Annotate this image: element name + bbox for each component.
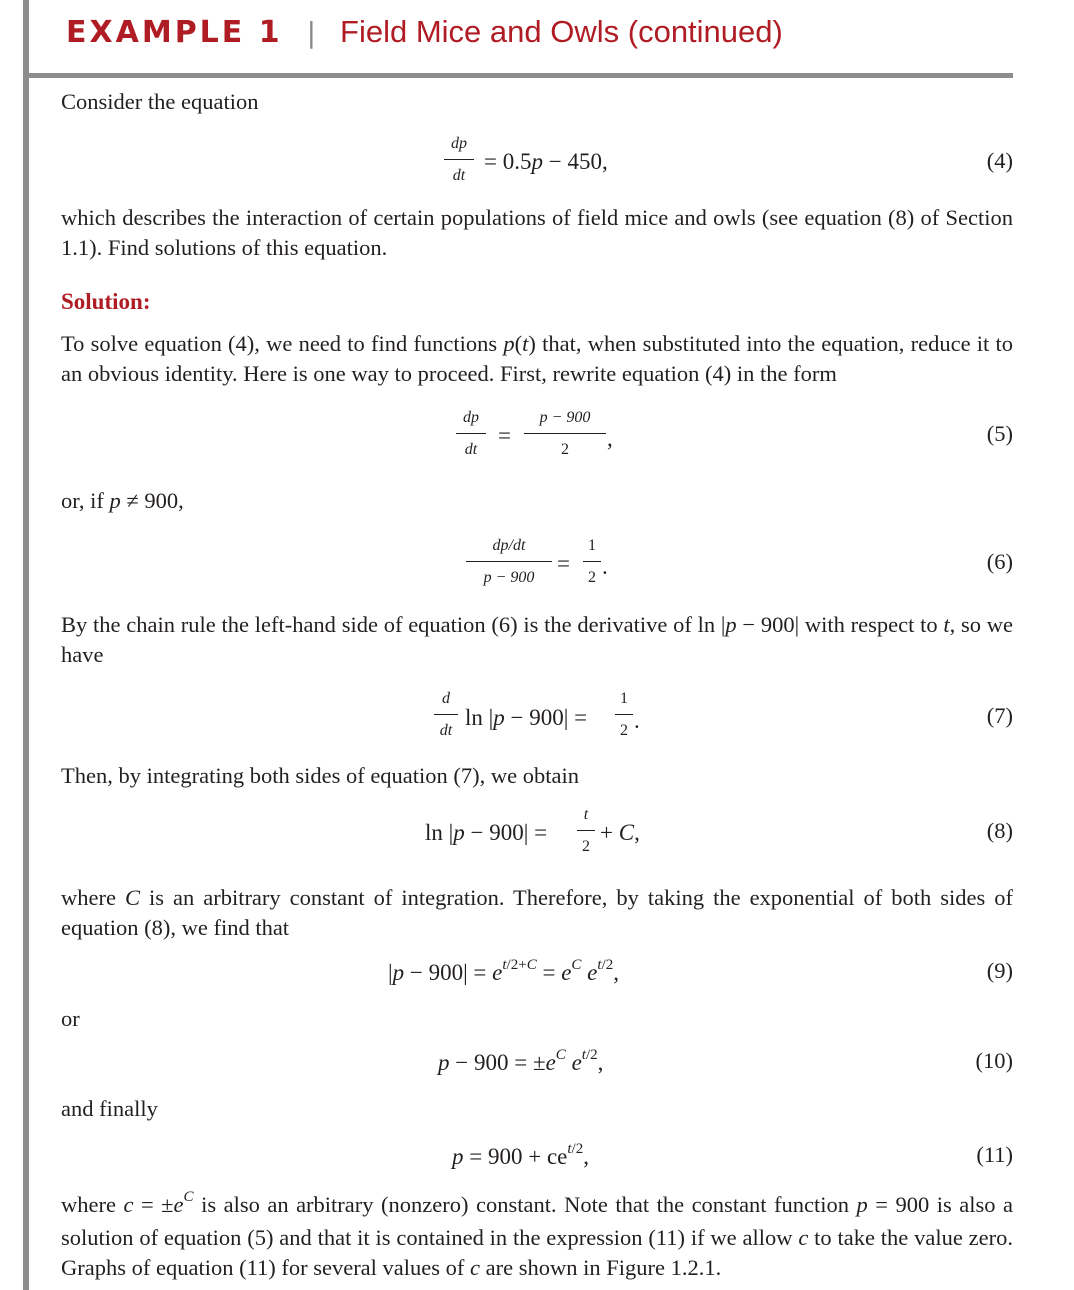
eq7-rhs-num: 1 — [620, 690, 628, 707]
eq8-rhs-den: 2 — [582, 838, 590, 855]
eq5-rhs-fraction — [524, 405, 606, 463]
eq4-rhs: = 0.5p − 450, — [484, 149, 608, 174]
eq6-equals: = — [557, 551, 570, 576]
describes-paragraph: which describes the interaction of certain populations of field mice and owls (see equation (8) of Section 1.1). Find solutions of this equation. — [61, 205, 1013, 260]
eq10-number: (10) — [975, 1048, 1013, 1073]
eq5-lhs-fraction — [456, 405, 486, 463]
eq7-op-num: d — [442, 690, 450, 707]
eq5-lhs-num: dp — [463, 409, 479, 426]
eq9-number: (9) — [986, 958, 1013, 983]
solution-heading: Solution: — [61, 289, 151, 314]
example-header — [66, 10, 783, 54]
eq6-tail: . — [602, 554, 608, 579]
eq6-rhs-fraction — [583, 533, 601, 591]
and-finally-text: and finally — [61, 1096, 158, 1121]
eq4-lhs-num: dp — [451, 135, 467, 152]
eq5-rhs-den: 2 — [561, 441, 569, 458]
where-C-paragraph: where C is an arbitrary constant of integration. Therefore, by taking the exponential of both sides of equation (8), we find that — [61, 885, 1013, 940]
solve-intro-paragraph: To solve equation (4), we need to find functions p(t) that, when substituted into the equation, reduce it to an obvious identity. Here is one way to proceed. First, rewrite equation (4) in the form — [61, 331, 1013, 386]
eq6-lhs-num: dp/dt — [492, 537, 526, 554]
header-rule — [29, 73, 1013, 78]
chain-rule-paragraph: By the chain rule the left-hand side of equation (6) is the derivative of ln |p − 900| with respect to t, so we have — [61, 612, 1014, 667]
eq6-rhs-num: 1 — [588, 537, 596, 554]
integrating-text: Then, by integrating both sides of equation (7), we obtain — [61, 763, 580, 788]
eq5-lhs-den: dt — [464, 441, 478, 458]
eq8-rhs-fraction — [577, 802, 595, 860]
eq8-tail: + C, — [600, 820, 640, 845]
or-if-text: or, if p ≠ 900, — [61, 488, 184, 513]
eq4-lhs-den: dt — [452, 167, 466, 184]
intro-text: Consider the equation — [61, 89, 259, 114]
eq10-expression: $p - 900 = \pm e^C$ $e^{t/2}$, — [438, 1047, 604, 1075]
header-separator: | — [306, 15, 317, 49]
left-margin-bar — [23, 0, 29, 1290]
eq7-rhs-den: 2 — [620, 722, 628, 739]
eq11-expression: $p = 900 + ce^{t/2}$, — [452, 1141, 589, 1169]
eq7-number: (7) — [986, 703, 1013, 728]
closing-paragraph: where $c = \pm e^C$ is also an arbitrary (nonzero) constant. Note that the constant function p = 900 is also a solution of equation (5) and that it is contained in the expression (11) if we allow c to take the value zero. Graphs of equation (11) for several values of c are shown in Figure 1.2.1. — [61, 1189, 1014, 1280]
eq7-middle: ln |p − 900| = — [465, 705, 588, 730]
eq4-lhs-fraction — [444, 131, 474, 189]
or-text: or — [61, 1006, 80, 1031]
eq6-rhs-den: 2 — [588, 569, 596, 586]
eq5-rhs-num: p − 900 — [539, 409, 591, 426]
eq5-tail: , — [607, 426, 613, 451]
eq7-op-den: dt — [439, 722, 453, 739]
eq5-number: (5) — [986, 421, 1013, 446]
eq6-number: (6) — [986, 549, 1013, 574]
eq9-expression: $|p - 900| = e^{t/2+C} = e^C$ $e^{t/2}$, — [388, 957, 619, 985]
eq11-number: (11) — [976, 1142, 1013, 1167]
eq4-number: (4) — [986, 148, 1013, 173]
eq8-lhs: ln |p − 900| = — [425, 820, 548, 845]
example-title: Field Mice and Owls (continued) — [340, 14, 783, 49]
eq7-rhs-fraction — [615, 686, 633, 744]
eq8-rhs-num: t — [583, 806, 589, 823]
eq6-lhs-den: p − 900 — [483, 569, 535, 586]
eq8-number: (8) — [986, 818, 1013, 843]
example-label: EXAMPLE 1 — [66, 14, 283, 50]
eq5-equals: = — [498, 423, 511, 448]
eq7-tail: . — [634, 708, 640, 733]
eq6-lhs-fraction — [466, 533, 552, 591]
eq7-operator-fraction — [434, 686, 458, 744]
